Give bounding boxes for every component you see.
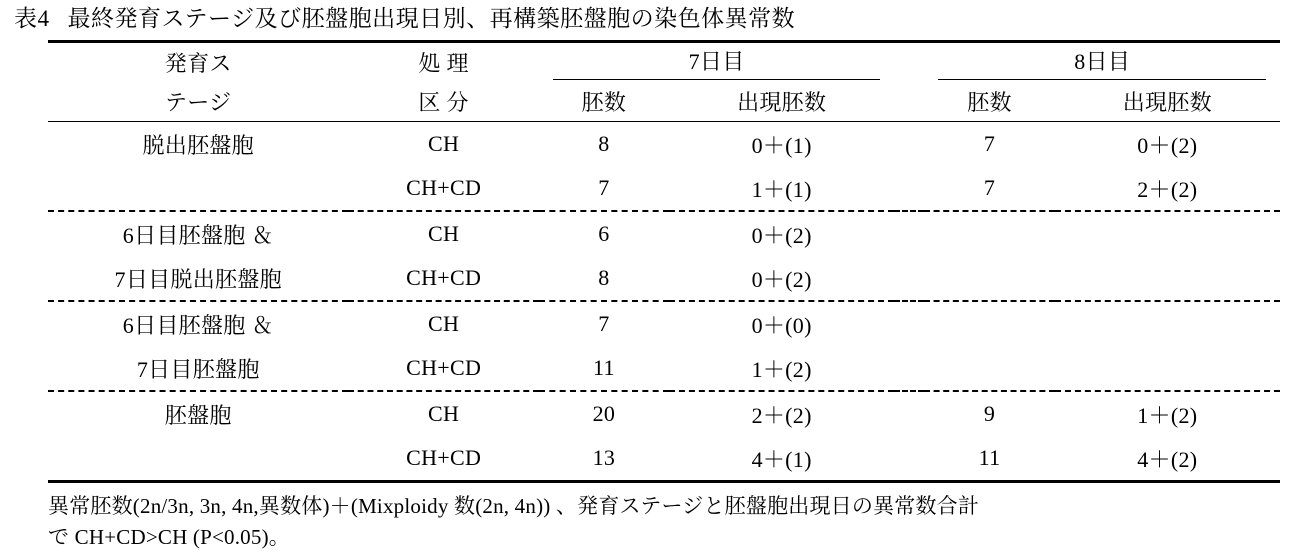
cell-gap bbox=[894, 122, 924, 167]
header-row-1 bbox=[48, 42, 1280, 82]
cell-treatment: CH+CD bbox=[348, 436, 538, 482]
header-day8-label: 8日目 bbox=[938, 45, 1266, 80]
header-stage-line2: テージ bbox=[165, 89, 232, 115]
cell-treatment: CH bbox=[348, 122, 538, 167]
cell-day7-appeared: 4＋(1) bbox=[669, 436, 894, 482]
cell-gap bbox=[894, 166, 924, 211]
table-caption bbox=[0, 0, 1290, 40]
cell-day7-appeared: 0＋(0) bbox=[669, 301, 894, 346]
cell-treatment: CH+CD bbox=[406, 175, 482, 200]
cell-stage: 7日目胚盤胞 bbox=[136, 356, 260, 382]
cell-day8-appeared bbox=[1055, 256, 1280, 301]
cell-day7-appeared: 2＋(2) bbox=[669, 391, 894, 436]
cell-gap bbox=[894, 256, 924, 301]
header-day7-appeared: 出現胚数 bbox=[737, 89, 827, 115]
cell-stage: 胚盤胞 bbox=[48, 391, 348, 436]
table-row bbox=[48, 346, 1280, 391]
table-row bbox=[48, 391, 1280, 436]
header-treatment-line2: 区 分 bbox=[418, 89, 469, 115]
cell-stage bbox=[48, 166, 348, 211]
cell-stage: 6日目胚盤胞 ＆ bbox=[48, 211, 348, 256]
header-day7-group bbox=[539, 42, 895, 82]
cell-gap bbox=[894, 211, 924, 256]
cell-stage bbox=[48, 436, 348, 482]
cell-day8-embryos bbox=[924, 346, 1054, 391]
table-row bbox=[48, 166, 1280, 211]
header-day7-embryos: 胚数 bbox=[581, 89, 627, 115]
cell-day8-embryos bbox=[924, 256, 1054, 301]
cell-gap bbox=[894, 436, 924, 482]
cell-stage: 7日目脱出胚盤胞 bbox=[114, 266, 282, 292]
cell-day8-appeared: 0＋(2) bbox=[1055, 122, 1280, 167]
header-day8-embryos: 胚数 bbox=[967, 89, 1012, 115]
table-row bbox=[48, 301, 1280, 346]
header-day8-appeared: 出現胚数 bbox=[1122, 89, 1212, 115]
footnote-line-2: で CH+CD>CH (P<0.05)。 bbox=[48, 525, 290, 549]
cell-day8-embryos: 11 bbox=[924, 436, 1054, 482]
cell-day7-embryos: 13 bbox=[539, 436, 669, 482]
cell-day7-appeared: 0＋(2) bbox=[669, 211, 894, 256]
cell-treatment: CH+CD bbox=[406, 355, 482, 380]
table-row bbox=[48, 256, 1280, 301]
cell-day7-appeared: 1＋(1) bbox=[751, 176, 812, 202]
cell-gap bbox=[894, 391, 924, 436]
cell-day8-embryos: 7 bbox=[924, 122, 1054, 167]
cell-stage: 6日目胚盤胞 ＆ bbox=[48, 301, 348, 346]
cell-day7-appeared: 1＋(2) bbox=[751, 356, 812, 382]
cell-gap bbox=[894, 301, 924, 346]
cell-day8-appeared: 4＋(2) bbox=[1055, 436, 1280, 482]
cell-day8-appeared bbox=[1055, 346, 1280, 391]
cell-day8-appeared bbox=[1055, 211, 1280, 256]
table-row bbox=[48, 122, 1280, 167]
cell-treatment: CH bbox=[348, 301, 538, 346]
cell-day8-embryos bbox=[924, 301, 1054, 346]
cell-day8-embryos bbox=[924, 211, 1054, 256]
cell-gap bbox=[894, 346, 924, 391]
cell-treatment: CH+CD bbox=[406, 265, 482, 290]
table-row bbox=[48, 211, 1280, 256]
header-stage-line1: 発育ス bbox=[48, 42, 348, 82]
cell-day7-embryos: 7 bbox=[598, 175, 610, 200]
header-row-2 bbox=[48, 81, 1280, 122]
header-gap-2 bbox=[894, 81, 924, 122]
cell-day7-embryos: 8 bbox=[539, 122, 669, 167]
cell-day7-embryos: 11 bbox=[592, 355, 615, 380]
cell-treatment: CH bbox=[348, 211, 538, 256]
cell-day8-appeared: 1＋(2) bbox=[1055, 391, 1280, 436]
cell-day8-appeared bbox=[1055, 301, 1280, 346]
cell-day8-embryos: 7 bbox=[983, 175, 996, 200]
cell-day7-embryos: 20 bbox=[539, 391, 669, 436]
cell-day7-appeared: 0＋(2) bbox=[751, 266, 812, 292]
header-treatment-line1: 処 理 bbox=[348, 42, 538, 82]
data-table bbox=[48, 40, 1280, 483]
footnote-line-1: 異常胚数(2n/3n, 3n, 4n,異数体)＋(Mixploidy 数(2n, 4n)) 、発育ステージと胚盤胞出現日の異常数合計 bbox=[48, 494, 980, 518]
table-footnote bbox=[0, 483, 1290, 553]
table-row bbox=[48, 436, 1280, 482]
table-caption-number: 表4 bbox=[14, 6, 50, 31]
cell-day7-embryos: 6 bbox=[539, 211, 669, 256]
cell-stage: 脱出胚盤胞 bbox=[48, 122, 348, 167]
cell-day8-embryos: 9 bbox=[924, 391, 1054, 436]
cell-day7-embryos: 7 bbox=[539, 301, 669, 346]
cell-day7-embryos: 8 bbox=[598, 265, 610, 290]
cell-day8-appeared: 2＋(2) bbox=[1137, 176, 1198, 202]
cell-treatment: CH bbox=[348, 391, 538, 436]
cell-day7-appeared: 0＋(1) bbox=[669, 122, 894, 167]
header-day8-group bbox=[924, 42, 1280, 82]
header-day7-label: 7日目 bbox=[553, 45, 881, 80]
header-gap bbox=[894, 42, 924, 82]
table-caption-text: 最終発育ステージ及び胚盤胞出現日別、再構築胚盤胞の染色体異常数 bbox=[67, 6, 796, 31]
